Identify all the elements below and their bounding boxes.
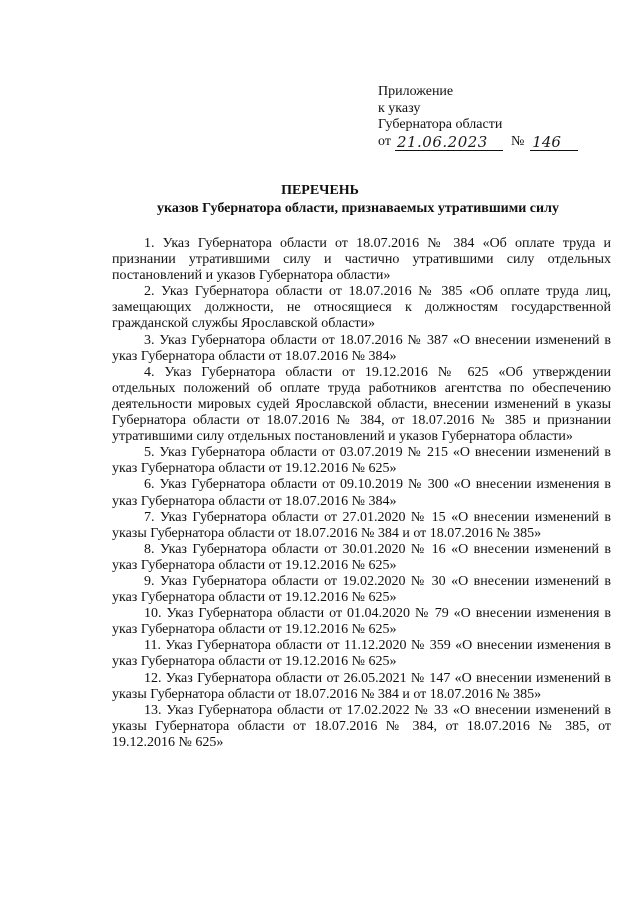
list-item: 1. Указ Губернатора области от 18.07.2016 № 384 «Об оплате труда и признании утратившими силу и частично утратившими силу отдельных постановлений и указов Губернатора области» (112, 236, 611, 284)
decree-list (112, 236, 611, 751)
title-main: ПЕРЕЧЕНЬ (281, 183, 359, 198)
appendix-to-decree: к указу (378, 100, 421, 116)
appendix-header (378, 84, 618, 151)
list-item: 8. Указ Губернатора области от 30.01.2020 № 16 «О внесении изменений в указ Губернатора области от 19.12.2016 № 625» (112, 541, 611, 573)
handwritten-date: 21.06.2023 (395, 134, 503, 151)
date-number-line (378, 134, 618, 151)
document-title (0, 182, 640, 218)
appendix-governor: Губернатора области (378, 117, 503, 132)
number-sign: № (510, 134, 525, 149)
from-label: от (378, 134, 391, 149)
list-item: 7. Указ Губернатора области от 27.01.2020 № 15 «О внесении изменений в указы Губернатора области от 18.07.2016 № 384 и от 18.07.2016 № 385» (112, 509, 611, 541)
list-item: 6. Указ Губернатора области от 09.10.2019 № 300 «О внесении изменения в указ Губернатора области от 18.07.2016 № 384» (112, 477, 611, 509)
list-item: 13. Указ Губернатора области от 17.02.2022 № 33 «О внесении изменений в указы Губернатора области от 18.07.2016 № 384, от 18.07.2016 № 385, от 19.12.2016 № 625» (112, 702, 611, 750)
list-item: 9. Указ Губернатора области от 19.02.2020 № 30 «О внесении изменений в указ Губернатора области от 19.12.2016 № 625» (112, 573, 611, 606)
list-item: 10. Указ Губернатора области от 01.04.2020 № 79 «О внесении изменения в указ Губернатора области от 19.12.2016 № 625» (112, 606, 611, 638)
list-item: 5. Указ Губернатора области от 03.07.2019 № 215 «О внесении изменений в указ Губернатора области от 19.12.2016 № 625» (112, 445, 611, 477)
handwritten-number: 146 (530, 134, 578, 151)
list-item: 11. Указ Губернатора области от 11.12.2020 № 359 «О внесении изменения в указ Губернатора области от 19.12.2016 № 625» (112, 638, 611, 670)
list-item: 3. Указ Губернатора области от 18.07.2016 № 387 «О внесении изменений в указ Губернатора области от 18.07.2016 № 384» (112, 332, 611, 364)
appendix-label: Приложение (378, 84, 454, 99)
list-item: 4. Указ Губернатора области от 19.12.2016 № 625 «Об утверждении отдельных положений об оплате труда работников агентства по обеспечению деятельности мировых судей Ярославской области, внесении изменений в указы Губернатора области от 18.07.2016 № 384, от 18.07.2016 № 385 и признании утратившими силу отдельных постановлений и указов Губернатора области» (112, 364, 611, 445)
list-item: 12. Указ Губернатора области от 26.05.2021 № 147 «О внесении изменений в указы Губернатора области от 18.07.2016 № 384 и от 18.07.2016 № 385» (112, 670, 611, 702)
title-subtitle: указов Губернатора области, признаваемых утратившими силу (157, 201, 559, 216)
list-item: 2. Указ Губернатора области от 18.07.2016 № 385 «Об оплате труда лиц, замещающих должности, не относящиеся к должностям государственной гражданской службы Ярославской области» (112, 284, 611, 332)
